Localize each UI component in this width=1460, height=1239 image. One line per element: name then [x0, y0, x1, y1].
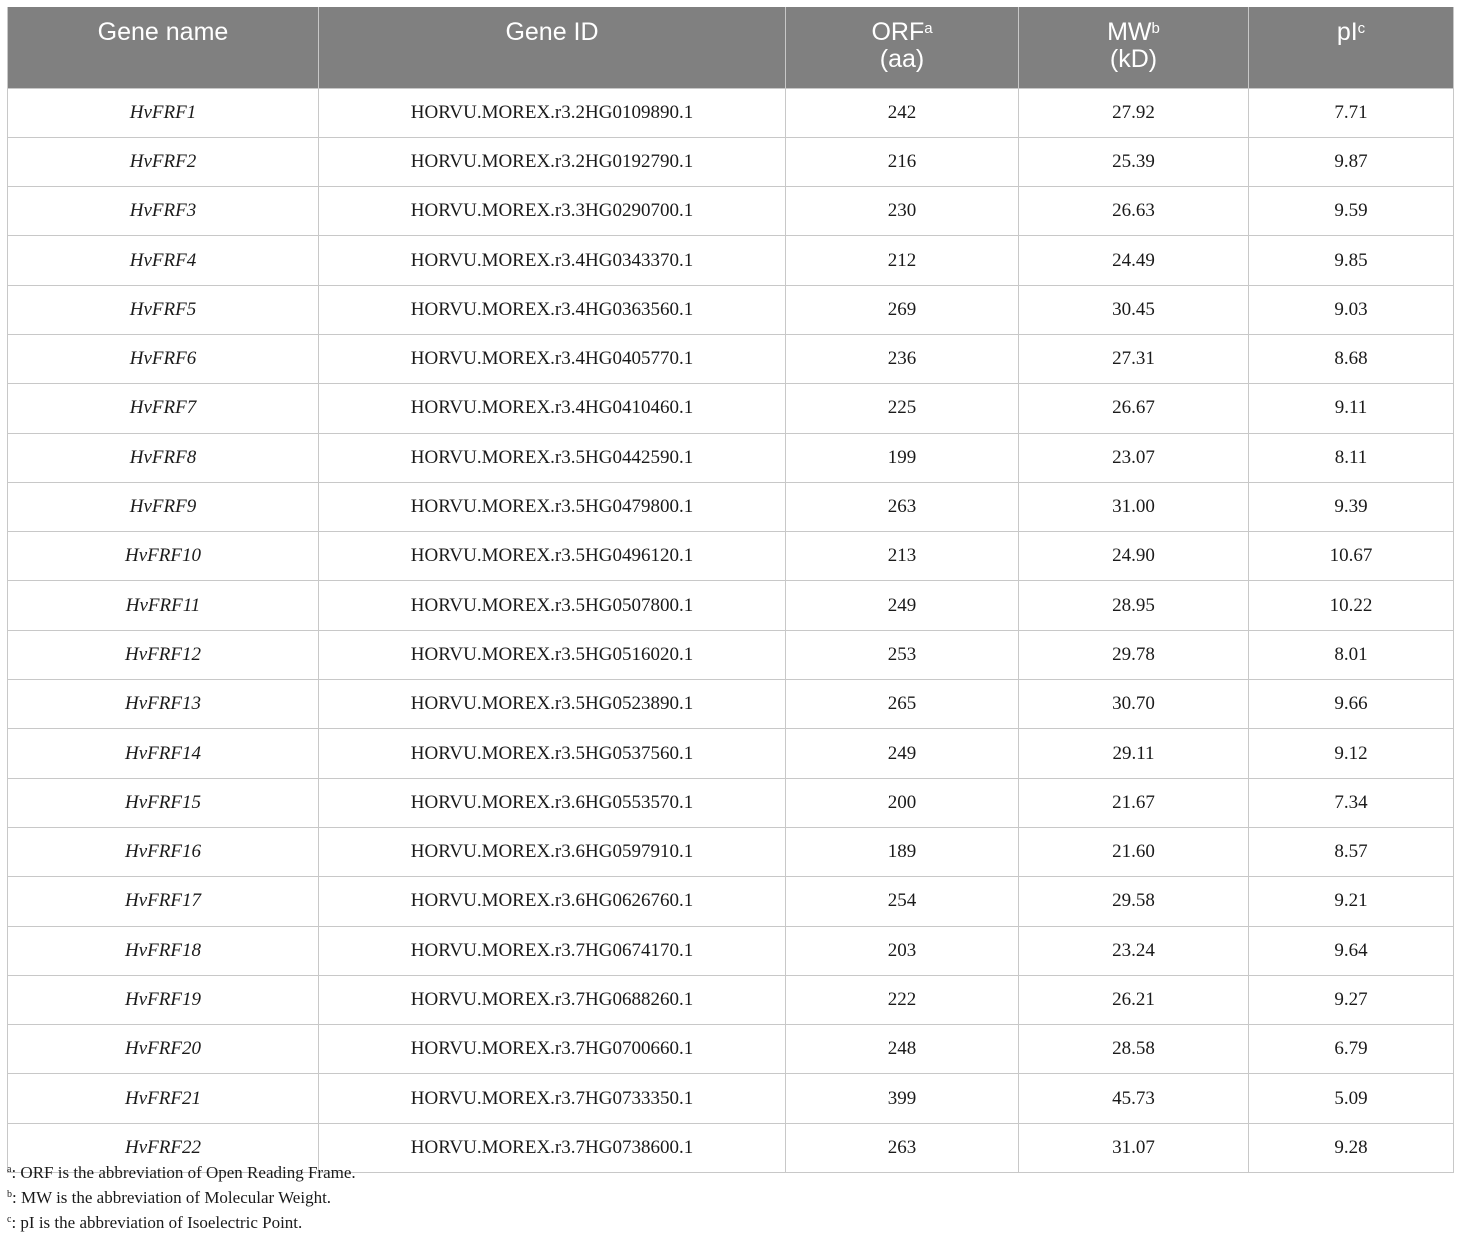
cell-gene-name: HvFRF1	[8, 88, 319, 137]
cell-mw: 25.39	[1019, 137, 1249, 186]
cell-orf: 265	[786, 680, 1019, 729]
footnote-orf: $^a$: ORF is the abbreviation of Open Reading Frame.	[7, 1163, 356, 1182]
cell-orf: 203	[786, 926, 1019, 975]
cell-mw: 27.92	[1019, 88, 1249, 137]
table-row	[8, 187, 1454, 236]
cell-mw: 27.31	[1019, 334, 1249, 383]
cell-gene-id: HORVU.MOREX.r3.4HG0405770.1	[319, 334, 786, 383]
cell-gene-name: HvFRF2	[8, 137, 319, 186]
cell-pi: 9.66	[1249, 680, 1454, 729]
cell-orf: 236	[786, 334, 1019, 383]
cell-pi: 9.03	[1249, 285, 1454, 334]
cell-pi: 9.11	[1249, 384, 1454, 433]
table-row	[8, 334, 1454, 383]
gene-table-container	[7, 7, 1453, 1173]
table-row	[8, 88, 1454, 137]
cell-gene-id: HORVU.MOREX.r3.7HG0700660.1	[319, 1025, 786, 1074]
cell-mw: 28.58	[1019, 1025, 1249, 1074]
cell-pi: 9.12	[1249, 729, 1454, 778]
cell-mw: 24.49	[1019, 236, 1249, 285]
table-row	[8, 729, 1454, 778]
cell-gene-id: HORVU.MOREX.r3.2HG0109890.1	[319, 88, 786, 137]
cell-pi: 9.39	[1249, 482, 1454, 531]
table-row	[8, 630, 1454, 679]
table-body	[8, 88, 1454, 1173]
cell-orf: 263	[786, 1123, 1019, 1172]
cell-gene-id: HORVU.MOREX.r3.5HG0516020.1	[319, 630, 786, 679]
cell-pi: 8.57	[1249, 827, 1454, 876]
cell-orf: 230	[786, 187, 1019, 236]
footnote-pi: $^c$: pI is the abbreviation of Isoelectric Point.	[7, 1213, 303, 1232]
table-row	[8, 1025, 1454, 1074]
cell-gene-name: HvFRF10	[8, 532, 319, 581]
cell-orf: 253	[786, 630, 1019, 679]
cell-gene-id: HORVU.MOREX.r3.5HG0442590.1	[319, 433, 786, 482]
cell-gene-id: HORVU.MOREX.r3.4HG0410460.1	[319, 384, 786, 433]
cell-mw: 30.70	[1019, 680, 1249, 729]
cell-gene-name: HvFRF21	[8, 1074, 319, 1123]
cell-mw: 23.24	[1019, 926, 1249, 975]
cell-pi: 10.67	[1249, 532, 1454, 581]
cell-gene-name: HvFRF22	[8, 1123, 319, 1172]
footnote-mw: $^b$: MW is the abbreviation of Molecular Weight.	[7, 1188, 332, 1207]
table-header-row	[8, 7, 1454, 88]
cell-gene-id: HORVU.MOREX.r3.7HG0738600.1	[319, 1123, 786, 1172]
cell-gene-name: HvFRF4	[8, 236, 319, 285]
cell-orf: 242	[786, 88, 1019, 137]
cell-mw: 21.60	[1019, 827, 1249, 876]
cell-orf: 189	[786, 827, 1019, 876]
cell-pi: 7.71	[1249, 88, 1454, 137]
cell-mw: 30.45	[1019, 285, 1249, 334]
cell-pi: 6.79	[1249, 1025, 1454, 1074]
table-row	[8, 236, 1454, 285]
cell-gene-id: HORVU.MOREX.r3.5HG0523890.1	[319, 680, 786, 729]
cell-orf: 249	[786, 581, 1019, 630]
cell-mw: 28.95	[1019, 581, 1249, 630]
gene-properties-table	[7, 7, 1454, 1173]
table-row	[8, 581, 1454, 630]
cell-gene-id: HORVU.MOREX.r3.6HG0553570.1	[319, 778, 786, 827]
cell-gene-id: HORVU.MOREX.r3.5HG0479800.1	[319, 482, 786, 531]
cell-pi: 8.01	[1249, 630, 1454, 679]
cell-gene-name: HvFRF5	[8, 285, 319, 334]
table-row	[8, 384, 1454, 433]
header-gene-id: Gene ID	[319, 7, 786, 88]
cell-mw: 24.90	[1019, 532, 1249, 581]
table-row	[8, 532, 1454, 581]
cell-mw: 31.07	[1019, 1123, 1249, 1172]
cell-gene-id: HORVU.MOREX.r3.4HG0343370.1	[319, 236, 786, 285]
table-row	[8, 433, 1454, 482]
cell-gene-name: HvFRF14	[8, 729, 319, 778]
cell-orf: 225	[786, 384, 1019, 433]
table-row	[8, 877, 1454, 926]
cell-pi: 9.59	[1249, 187, 1454, 236]
cell-orf: 263	[786, 482, 1019, 531]
cell-orf: 216	[786, 137, 1019, 186]
cell-gene-name: HvFRF12	[8, 630, 319, 679]
table-row	[8, 285, 1454, 334]
cell-gene-id: HORVU.MOREX.r3.7HG0688260.1	[319, 975, 786, 1024]
cell-gene-id: HORVU.MOREX.r3.6HG0626760.1	[319, 877, 786, 926]
cell-gene-name: HvFRF17	[8, 877, 319, 926]
cell-gene-name: HvFRF18	[8, 926, 319, 975]
table-row	[8, 137, 1454, 186]
cell-gene-name: HvFRF11	[8, 581, 319, 630]
cell-orf: 200	[786, 778, 1019, 827]
cell-pi: 9.87	[1249, 137, 1454, 186]
cell-pi: 9.27	[1249, 975, 1454, 1024]
cell-gene-id: HORVU.MOREX.r3.3HG0290700.1	[319, 187, 786, 236]
header-mw: $MW^b$ (kD)	[1019, 7, 1249, 88]
cell-gene-name: HvFRF9	[8, 482, 319, 531]
table-row	[8, 827, 1454, 876]
cell-gene-id: HORVU.MOREX.r3.7HG0674170.1	[319, 926, 786, 975]
cell-mw: 29.58	[1019, 877, 1249, 926]
cell-gene-id: HORVU.MOREX.r3.5HG0496120.1	[319, 532, 786, 581]
cell-orf: 254	[786, 877, 1019, 926]
cell-mw: 29.11	[1019, 729, 1249, 778]
cell-gene-id: HORVU.MOREX.r3.6HG0597910.1	[319, 827, 786, 876]
table-row	[8, 778, 1454, 827]
cell-gene-id: HORVU.MOREX.r3.5HG0507800.1	[319, 581, 786, 630]
cell-orf: 199	[786, 433, 1019, 482]
cell-gene-name: HvFRF8	[8, 433, 319, 482]
cell-pi: 9.21	[1249, 877, 1454, 926]
cell-orf: 212	[786, 236, 1019, 285]
cell-orf: 248	[786, 1025, 1019, 1074]
table-row	[8, 975, 1454, 1024]
cell-gene-id: HORVU.MOREX.r3.2HG0192790.1	[319, 137, 786, 186]
table-row	[8, 926, 1454, 975]
cell-gene-name: HvFRF7	[8, 384, 319, 433]
cell-mw: 29.78	[1019, 630, 1249, 679]
cell-orf: 249	[786, 729, 1019, 778]
cell-mw: 21.67	[1019, 778, 1249, 827]
cell-mw: 31.00	[1019, 482, 1249, 531]
cell-gene-id: HORVU.MOREX.r3.7HG0733350.1	[319, 1074, 786, 1123]
cell-gene-name: HvFRF6	[8, 334, 319, 383]
cell-pi: 9.28	[1249, 1123, 1454, 1172]
cell-mw: 23.07	[1019, 433, 1249, 482]
table-row	[8, 482, 1454, 531]
cell-gene-name: HvFRF16	[8, 827, 319, 876]
header-orf: ORF$^a$ (aa)	[786, 7, 1019, 88]
cell-orf: 213	[786, 532, 1019, 581]
cell-pi: 5.09	[1249, 1074, 1454, 1123]
cell-pi: 9.85	[1249, 236, 1454, 285]
cell-orf: 269	[786, 285, 1019, 334]
cell-mw: 45.73	[1019, 1074, 1249, 1123]
header-pi: $pI^c$	[1249, 7, 1454, 88]
cell-mw: 26.67	[1019, 384, 1249, 433]
cell-mw: 26.21	[1019, 975, 1249, 1024]
cell-orf: 222	[786, 975, 1019, 1024]
table-row	[8, 1074, 1454, 1123]
cell-pi: 8.11	[1249, 433, 1454, 482]
header-gene-name: Gene name	[8, 7, 319, 88]
cell-gene-id: HORVU.MOREX.r3.4HG0363560.1	[319, 285, 786, 334]
cell-gene-name: HvFRF15	[8, 778, 319, 827]
cell-pi: 8.68	[1249, 334, 1454, 383]
table-row	[8, 680, 1454, 729]
cell-pi: 10.22	[1249, 581, 1454, 630]
cell-gene-name: HvFRF3	[8, 187, 319, 236]
cell-pi: 7.34	[1249, 778, 1454, 827]
cell-gene-name: HvFRF13	[8, 680, 319, 729]
table-footnotes	[7, 1160, 356, 1235]
cell-gene-name: HvFRF20	[8, 1025, 319, 1074]
cell-orf: 399	[786, 1074, 1019, 1123]
cell-mw: 26.63	[1019, 187, 1249, 236]
cell-gene-id: HORVU.MOREX.r3.5HG0537560.1	[319, 729, 786, 778]
cell-pi: 9.64	[1249, 926, 1454, 975]
cell-gene-name: HvFRF19	[8, 975, 319, 1024]
